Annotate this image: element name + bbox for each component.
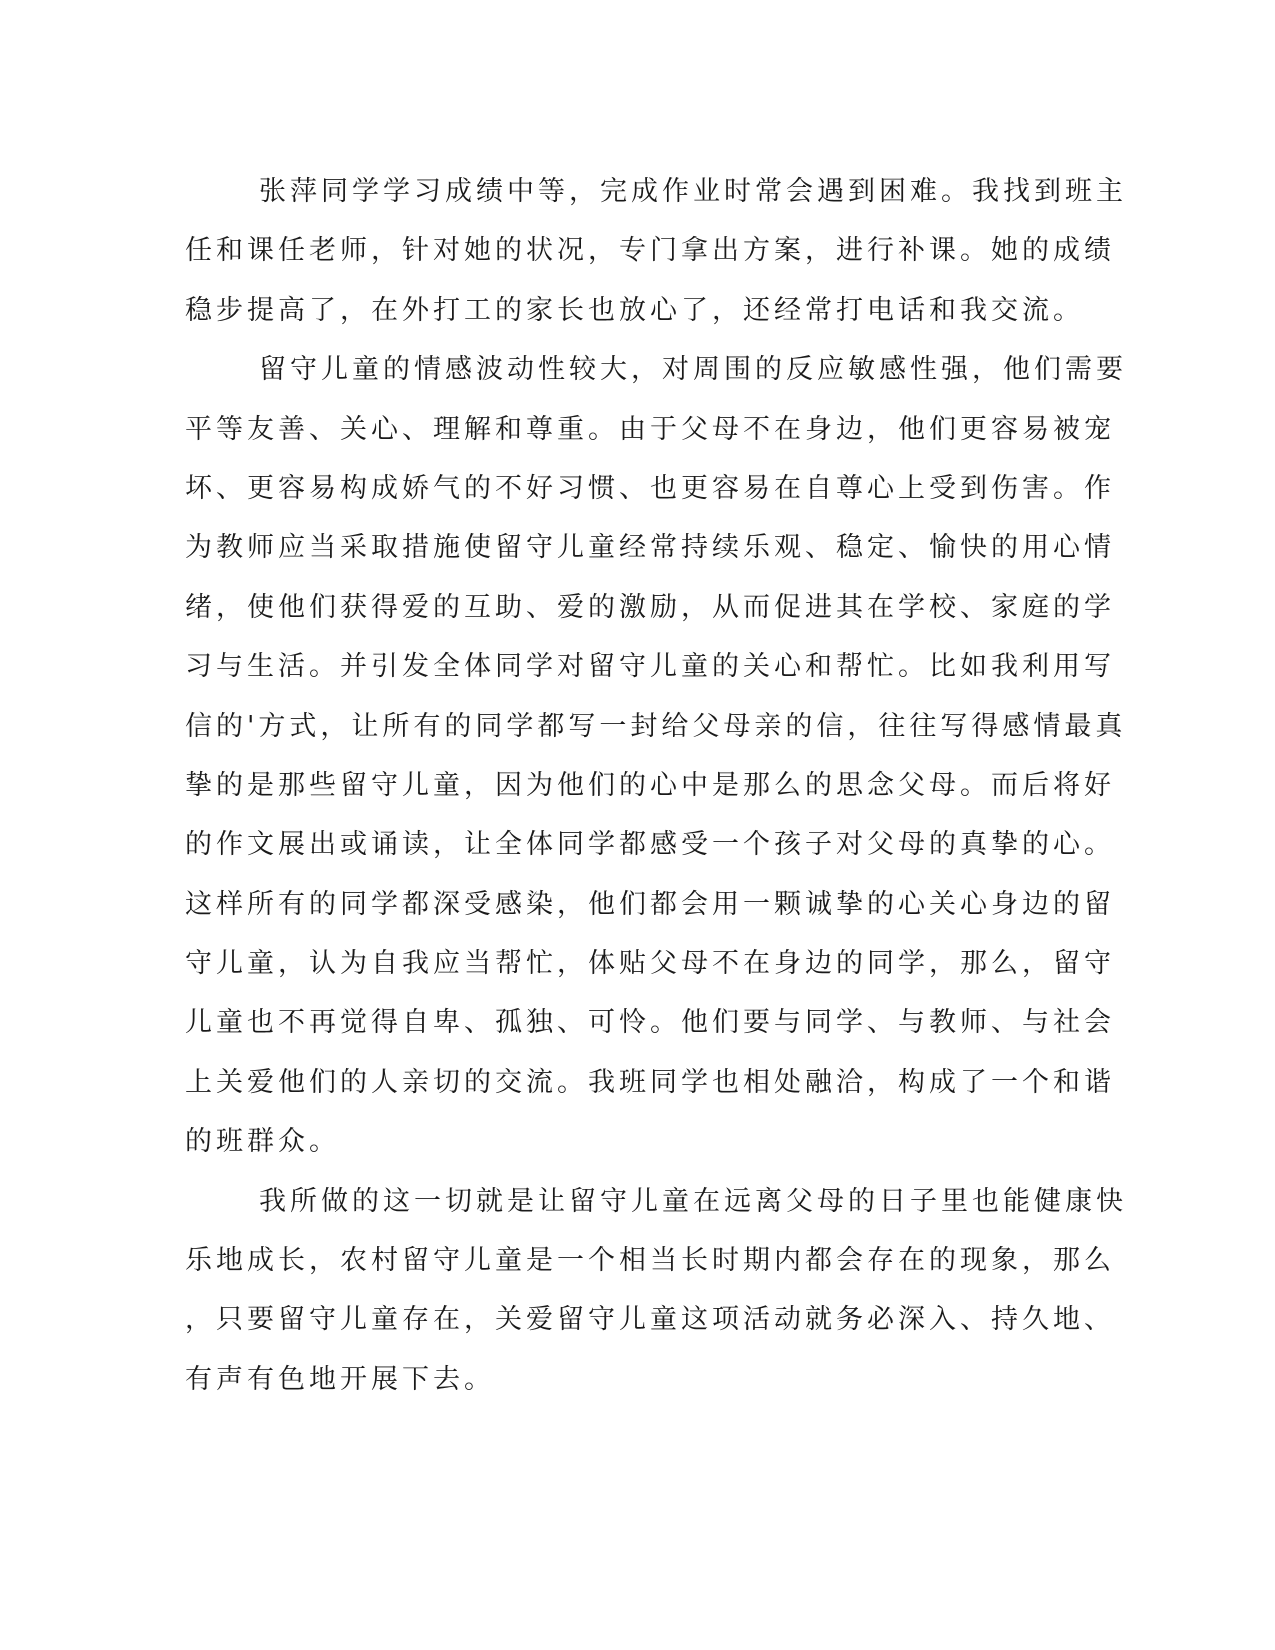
paragraph-first-line: 张萍同学学习成绩中等，完成作业时常会遇到困难。我找到班主: [259, 176, 1127, 207]
text-line: 稳步提高了，在外打工的家长也放心了，还经常打电话和我交流。: [185, 294, 1084, 326]
text-line: 的班群众。: [185, 1126, 340, 1158]
text-line: 平等友善、关心、理解和尊重。由于父母不在身边，他们更容易被宠: [185, 413, 1115, 445]
text-line: 为教师应当采取措施使留守儿童经常持续乐观、稳定、愉快的用心情: [185, 532, 1115, 564]
text-line: 儿童也不再觉得自卑、孤独、可怜。他们要与同学、与教师、与社会: [185, 1007, 1115, 1039]
text-line: 坏、更容易构成娇气的不好习惯、也更容易在自尊心上受到伤害。作: [185, 472, 1115, 504]
text-line: ，只要留守儿童存在，关爱留守儿童这项活动就务必深入、持久地、: [185, 1304, 1115, 1336]
text-line: 挚的是那些留守儿童，因为他们的心中是那么的思念父母。而后将好: [185, 769, 1115, 801]
text-line: 这样所有的同学都深受感染，他们都会用一颗诚挚的心关心身边的留: [185, 888, 1115, 920]
text-line: 任和课任老师，针对她的状况，专门拿出方案，进行补课。她的成绩: [185, 235, 1115, 267]
text-line: 习与生活。并引发全体同学对留守儿童的关心和帮忙。比如我利用写: [185, 651, 1115, 683]
text-line: 乐地成长，农村留守儿童是一个相当长时期内都会存在的现象，那么: [185, 1245, 1115, 1277]
body-text: [185, 162, 1127, 1409]
text-line: 信的'方式，让所有的同学都写一封给父母亲的信，往往写得感情最真: [185, 710, 1127, 742]
text-line: 守儿童，认为自我应当帮忙，体贴父母不在身边的同学，那么，留守: [185, 948, 1115, 980]
text-line: 有声有色地开展下去。: [185, 1363, 495, 1395]
text-line: 绪，使他们获得爱的互助、爱的激励，从而促进其在学校、家庭的学: [185, 591, 1115, 623]
paragraph-first-line: 我所做的这一切就是让留守儿童在远离父母的日子里也能健康快: [259, 1185, 1127, 1217]
paragraph-first-line: 留守儿童的情感波动性较大，对周围的反应敏感性强，他们需要: [259, 354, 1127, 386]
text-line: 的作文展出或诵读，让全体同学都感受一个孩子对父母的真挚的心。: [185, 829, 1115, 861]
text-line: 上关爱他们的人亲切的交流。我班同学也相处融洽，构成了一个和谐: [185, 1066, 1115, 1098]
